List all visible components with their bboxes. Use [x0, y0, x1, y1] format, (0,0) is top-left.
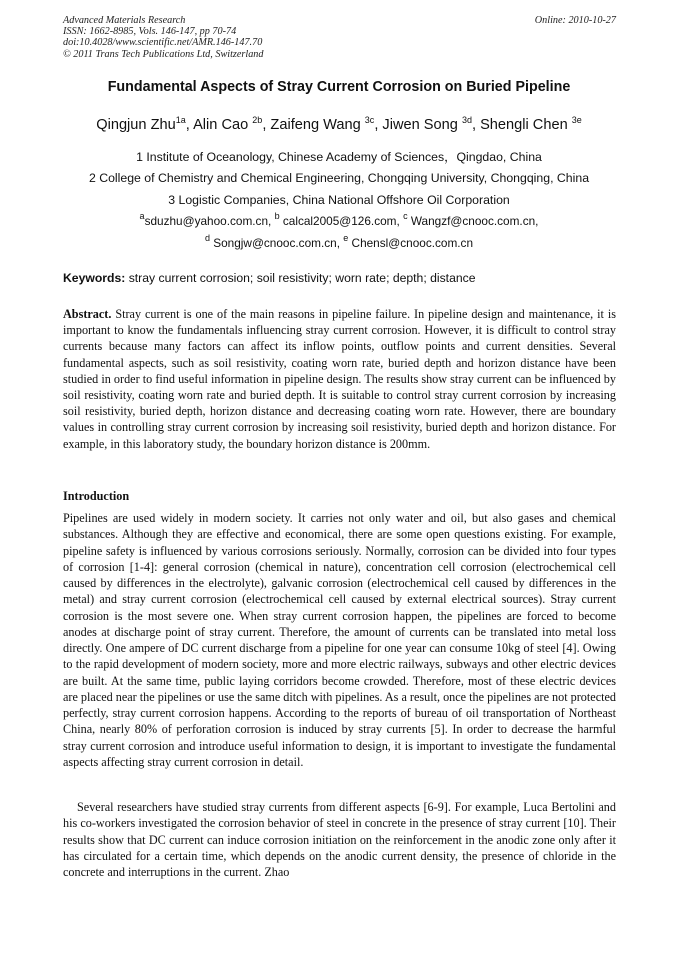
online-date: Online: 2010-10-27	[534, 15, 616, 26]
author-sup: 3d	[461, 115, 472, 125]
journal-header	[63, 15, 616, 60]
journal-name: Advanced Materials Research	[63, 15, 186, 26]
intro-paragraph-1: Pipelines are used widely in modern society. It carries not only water and oil, but also gases and chemical substances. Although they are effective and economical, there are some open questions existing. For example, pipeline safety is influenced by various corrosions seriously. Normally, corrosion can be divided into four types of corrosion [1-4]: general corrosion (chemical in nature), concentration cell corrosion (electrochemical cell caused by differences in the electrolyte), galvanic corrosion (electrochemical cell caused by differences in the metal) and stray current corrosion (electrochemical cell caused by external electrical sources). Stray current corrosion is the most severe one. When stray current corrosion happen, the pipelines are forced to become anodes at discharge point of stray current. Therefore, the amount of currents can be translated into metal loss directly. One ampere of DC current discharge from a pipeline for one year can consume 10kg of steel [4]. Owing to the rapid development of modern society, more and more electric railways, subways and other electric devices are built. At the same time, public laying corridors become crowded. Therefore, most of these electric devices are placed near the pipelines or use the same ditch with pipelines. As a result, once the pipelines are not protected perfectly, stray current corrosion happens. According to the reports of bureau of oil transportation of Northeast China, nearly 80% of perforation corrosion is induced by stray currents [5]. In order to decrease the harmful stray current corrosion and introduce useful information to design, it is important to investigate the fundamental aspects affecting stray current corrosion in detail.	[63, 511, 616, 769]
author-list	[0, 117, 678, 133]
author-name: Jiwen Song	[382, 117, 462, 133]
affiliation-1: 1 Institute of Oceanology, Chinese Academy of Sciences，Qingdao, China	[136, 150, 542, 164]
affiliation-2: 2 College of Chemistry and Chemical Engineering, Chongqing University, Chongqing, China	[88, 171, 590, 185]
keywords-label: Keywords:	[63, 271, 126, 285]
abstract-label: Abstract.	[63, 307, 112, 321]
author-name: Zaifeng Wang	[270, 117, 365, 133]
author-sep: ,	[185, 117, 194, 133]
email-line-2	[0, 233, 678, 250]
author-sep: ,	[374, 117, 383, 133]
copyright-line: © 2011 Trans Tech Publications Ltd, Switzerland	[63, 48, 264, 60]
intro-paragraph-2: Several researchers have studied stray currents from different aspects [6-9]. For example, Luca Bertolini and his co-workers investigated the corrosion behavior of steel in concrete in the presence of stray current [10]. Their results show that DC current can induce corrosion initiation on the reinforcement in the anodic zone only after it has circulated for a certain time, which depends on the anodic current density, the presence of chloride in the concrete and interruptions in the current. Zhao	[63, 800, 616, 879]
email-link[interactable]: Songjw@cnooc.com.cn,	[209, 236, 344, 250]
email-sup: a	[139, 211, 145, 221]
email-sup: c	[403, 211, 408, 221]
email-link[interactable]: Wangzf@cnooc.com.cn,	[407, 214, 539, 228]
email-link[interactable]: sduzhu@yahoo.com.cn,	[144, 214, 275, 228]
abstract-text: Stray current is one of the main reasons in pipeline failure. In pipeline design and maintenance, it is important to know the fundamentals influencing stray current corrosion. However, it is difficult to control stray currents because many factors can affect its inflow points, outflow points and current densities. Several fundamental aspects, such as soil resistivity, coating worn rate, buried depth and horizon distance have been studied in order to find useful information in pipeline design. The results show stray current can be influenced by soil resistivity, coating worn rate and buried depth. It is suitable to control stray current corrosion by increasing soil resistivity, buried depth, horizon distance and decreasing coating worn rate. However, there are boundary values in controlling stray current corrosion by increasing soil resistivity, buried depth and horizon distance. For example, in this laboratory study, the boundary horizon distance is 200mm.	[63, 307, 616, 451]
email-sup: e	[343, 233, 349, 243]
doi-line: doi:10.4028/www.scientific.net/AMR.146-147.70	[63, 37, 263, 49]
email-link[interactable]: calcal2005@126.com,	[279, 214, 404, 228]
section-heading-introduction: Introduction	[63, 489, 130, 503]
author-sup: 1a	[175, 115, 186, 125]
author-name: Alin Cao	[193, 117, 253, 133]
keywords	[63, 271, 616, 285]
affiliation-3: 3 Logistic Companies, China National Offshore Oil Corporation	[168, 193, 510, 207]
keywords-text: stray current corrosion; soil resistivity; worn rate; depth; distance	[125, 271, 476, 285]
author-sep: ,	[262, 117, 271, 133]
author-sup: 3e	[571, 115, 582, 125]
email-line-1	[0, 211, 678, 228]
email-sup: d	[204, 233, 210, 243]
author-name: Shengli Chen	[480, 117, 572, 133]
author-sep: ,	[471, 117, 481, 133]
author-sup: 3c	[364, 115, 375, 125]
author-name: Qingjun Zhu	[96, 117, 176, 133]
email-link[interactable]: Chensl@cnooc.com.cn	[348, 236, 474, 250]
issn-line: ISSN: 1662-8985, Vols. 146-147, pp 70-74	[63, 26, 237, 38]
author-sup: 2b	[252, 115, 263, 125]
paper-title: Fundamental Aspects of Stray Current Corrosion on Buried Pipeline	[107, 79, 571, 95]
email-sup: b	[274, 211, 280, 221]
abstract	[63, 306, 616, 452]
